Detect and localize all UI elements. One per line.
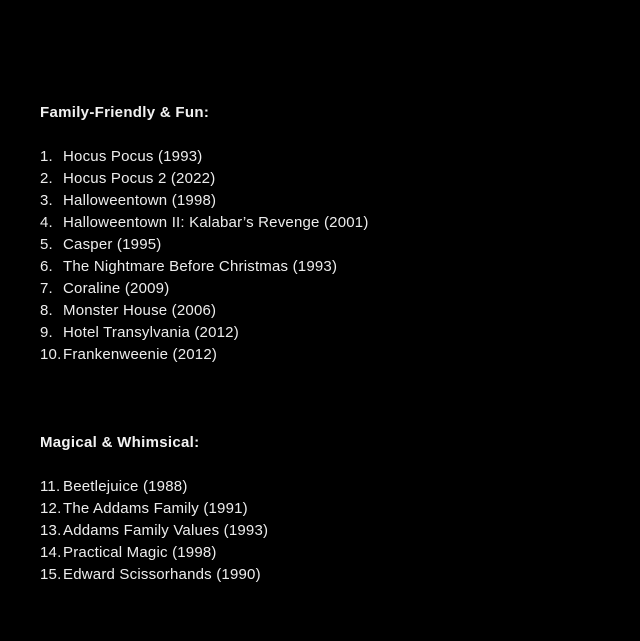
item-title: Casper (1995) — [63, 236, 162, 253]
section-magical-whimsical — [40, 432, 610, 586]
movie-list-family-friendly — [40, 146, 610, 366]
list-item — [40, 190, 610, 212]
item-number: 6. — [40, 258, 53, 275]
item-title: Edward Scissorhands (1990) — [63, 566, 261, 583]
list-item — [40, 476, 610, 498]
item-number: 11. — [40, 478, 61, 495]
list-item — [40, 212, 610, 234]
item-title: Addams Family Values (1993) — [63, 522, 269, 539]
list-item — [40, 520, 610, 542]
item-title: Beetlejuice (1988) — [63, 478, 188, 495]
list-item — [40, 234, 610, 256]
item-number: 7. — [40, 280, 53, 297]
item-number: 1. — [40, 148, 53, 165]
item-number: 3. — [40, 192, 53, 209]
item-number: 12. — [40, 500, 62, 517]
item-number: 15. — [40, 566, 62, 583]
item-number: 5. — [40, 236, 53, 253]
item-number: 14. — [40, 544, 62, 561]
item-title: The Addams Family (1991) — [63, 500, 248, 517]
list-item — [40, 146, 610, 168]
item-number: 10. — [40, 346, 62, 363]
list-item — [40, 564, 610, 586]
list-item — [40, 322, 610, 344]
item-title: Hocus Pocus 2 (2022) — [63, 170, 216, 187]
item-number: 9. — [40, 324, 53, 341]
item-number: 4. — [40, 214, 53, 231]
list-item — [40, 542, 610, 564]
section-heading-family-friendly: Family-Friendly & Fun: — [40, 104, 210, 121]
section-family-friendly — [40, 102, 610, 366]
item-number: 8. — [40, 302, 53, 319]
item-number: 13. — [40, 522, 62, 539]
list-item — [40, 300, 610, 322]
item-title: Monster House (2006) — [63, 302, 217, 319]
item-title: Hocus Pocus (1993) — [63, 148, 203, 165]
list-item — [40, 344, 610, 366]
item-title: Coraline (2009) — [63, 280, 170, 297]
item-title: Halloweentown II: Kalabar’s Revenge (2001) — [63, 214, 369, 231]
item-title: Practical Magic (1998) — [63, 544, 217, 561]
list-item — [40, 278, 610, 300]
list-item — [40, 168, 610, 190]
item-title: Halloweentown (1998) — [63, 192, 217, 209]
list-item — [40, 498, 610, 520]
movie-list-magical-whimsical — [40, 476, 610, 586]
item-number: 2. — [40, 170, 53, 187]
list-item — [40, 256, 610, 278]
section-heading-magical-whimsical: Magical & Whimsical: — [40, 434, 200, 451]
item-title: Frankenweenie (2012) — [63, 346, 218, 363]
item-title: The Nightmare Before Christmas (1993) — [63, 258, 338, 275]
item-title: Hotel Transylvania (2012) — [63, 324, 239, 341]
